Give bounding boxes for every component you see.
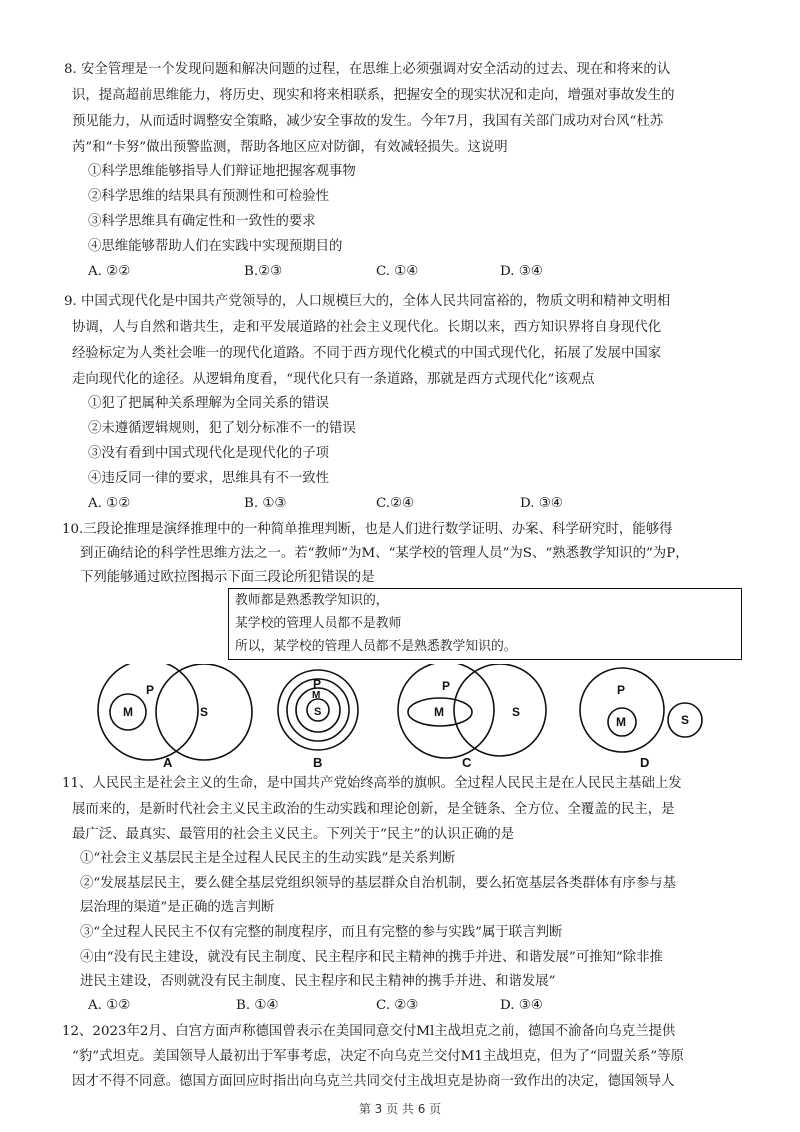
q8-option-3: ③科学思维具有确定性和一致性的要求 — [88, 214, 316, 229]
q8-option-4: ④思维能够帮助人们在实践中实现预期目的 — [88, 239, 343, 254]
q9-stem-line: 9. 中国式现代化是中国共产党领导的，人口规模巨大的，全体人民共同富裕的，物质文明和精神文明相 — [64, 294, 671, 309]
syllogism-major-premise: 教师都是熟悉教学知识的， — [235, 593, 389, 608]
diagram-d-caption: D — [640, 755, 650, 770]
q11-stem-line: 11、人民民主是社会主义的生命，是中国共产党始终高举的旗帜。全过程人民民主是在人民民主基础上发 — [62, 776, 682, 791]
diagram-d-circle-p — [580, 668, 664, 752]
diagram-b-label-m: M — [312, 690, 321, 701]
syllogism-conclusion: 所以，某学校的管理人员都不是熟悉教学知识的。 — [235, 639, 517, 654]
q9-choice-c: C.②④ — [376, 496, 415, 511]
q8-option-1: ①科学思维能够指导人们辩证地把握客观事物 — [88, 164, 356, 179]
diagram-a-label-m: M — [123, 705, 133, 719]
diagram-d-label-p: P — [617, 683, 626, 697]
q9-option-1: ①犯了把属种关系理解为全同关系的错误 — [88, 396, 330, 411]
q11-option-4: ④由“没有民主建设，就没有民主制度、民主程序和民主精神的携手并进、和谐发展”可推知“除非推 — [80, 950, 663, 965]
q8-option-2: ②科学思维的结果具有预测性和可检验性 — [88, 189, 330, 204]
euler-diagram-a — [98, 664, 252, 760]
q9-choice-d: D. ③④ — [520, 496, 563, 511]
q9-option-4: ④违反同一律的要求，思维具有不一致性 — [88, 471, 330, 486]
q11-choice-d: D. ③④ — [500, 998, 543, 1013]
q8-choice-d: D. ③④ — [500, 264, 543, 279]
euler-diagram-d — [580, 668, 702, 752]
q10-stem-line: 下列能够通过欧拉图揭示下面三段论所犯错误的是 — [80, 570, 375, 585]
q11-choice-b: B. ①④ — [236, 998, 279, 1013]
q11-choice-a: A. ①② — [88, 998, 131, 1013]
q11-option-3: ③“全过程人民民主不仅有完整的制度程序，而且有完整的参与实践”属于联言判断 — [80, 925, 563, 940]
q11-stem-line: 最广泛、最真实、最管用的社会主义民主。下列关于“民主”的认识正确的是 — [72, 827, 515, 842]
diagram-b-label-p: P — [313, 677, 322, 691]
q9-stem-line: 走向现代化的途径。从逻辑角度看，“现代化只有一条道路，那就是西方式现代化”该观点 — [72, 372, 595, 387]
page-footer: 第 3 页 共 6 页 — [358, 1102, 442, 1116]
q8-choice-b: B.②③ — [244, 264, 283, 279]
q11-option-2: ②“发展基层民主，要么健全基层党组织领导的基层群众自治机制，要么拓宽基层各类群体有序参与基 — [80, 876, 677, 891]
q8-choice-a: A. ②② — [88, 264, 131, 279]
q11-choice-c: C. ②③ — [376, 998, 419, 1013]
diagram-c-label-m: M — [434, 705, 444, 719]
q9-option-3: ③没有看到中国式现代化是现代化的子项 — [88, 446, 330, 461]
diagram-c-circle-s — [454, 664, 546, 756]
q12-stem-line: “豹”式坦克。美国领导人最初出于军事考虑，决定不向乌克兰交付M1主战坦克，但为了“同盟关系”等原 — [72, 1049, 685, 1064]
q9-choice-a: A. ①② — [88, 496, 131, 511]
q10-stem-line: 到正确结论的科学性思维方法之一。若“教师”为M、“某学校的管理人员”为S、“熟悉教学知识的”为P， — [80, 546, 689, 561]
q11-option-4-cont: 进民主建设，否则就没有民主制度、民主程序和民主精神的携手并进、和谐发展” — [80, 974, 556, 989]
q11-option-1: ①“社会主义基层民主是全过程人民民主的生动实践”是关系判断 — [80, 851, 456, 866]
diagram-b-label-s: S — [314, 706, 322, 718]
q8-stem-line: 8. 安全管理是一个发现问题和解决问题的过程，在思维上必须强调对安全活动的过去、现在和将来的认 — [64, 62, 671, 77]
q8-stem-line: 预见能力，从而适时调整安全策略，减少安全事故的发生。今年7月，我国有关部门成功对台风“杜苏 — [72, 114, 664, 129]
q9-stem-line: 协调，人与自然和谐共生，走和平发展道路的社会主义现代化。长期以来，西方知识界将自身现代化 — [72, 320, 662, 335]
diagram-b-caption: B — [313, 755, 323, 770]
syllogism-minor-premise: 某学校的管理人员都不是教师 — [235, 616, 402, 631]
diagram-a-label-p: P — [146, 683, 155, 697]
q12-stem-line: 12、2023年2月、白宫方面声称德国曾表示在美国同意交付Ml主战坦克之前，德国不渝备向乌克兰提供 — [62, 1024, 676, 1039]
q8-stem-line: 芮”和“卡努”做出预警监测，帮助各地区应对防御，有效减轻损失。这说明 — [72, 140, 508, 155]
diagram-c-label-p: P — [442, 679, 451, 693]
q12-stem-line: 因才不得不同意。德国方面回应时指出向乌克兰共同交付主战坦克是协商一致作出的决定，德国领导人 — [72, 1074, 675, 1089]
diagram-a-circle-p — [98, 664, 198, 760]
q8-choice-c: C. ①④ — [376, 264, 419, 279]
diagram-a-label-s: S — [200, 705, 209, 719]
euler-diagrams — [0, 664, 800, 770]
diagram-d-label-s: S — [681, 713, 690, 727]
q10-stem-line: 10.三段论推理是演绎推理中的一种简单推理判断，也是人们进行数学证明、办案、科学研究时，能够得 — [62, 522, 673, 537]
q9-stem-line: 经验标定为人类社会唯一的现代化道路。不同于西方现代化模式的中国式现代化，拓展了发展中国家 — [72, 346, 662, 361]
q8-stem-line: 识，提高超前思维能力，将历史、现实和将来相联系，把握安全的现实状况和走向，增强对事故发生的 — [72, 88, 675, 103]
diagram-d-label-m: M — [616, 715, 626, 729]
q11-option-2-cont: 层治理的渠道”是正确的选言判断 — [80, 900, 275, 915]
diagram-a-caption: A — [163, 755, 173, 770]
q9-option-2: ②未遵循逻辑规则，犯了划分标准不一的错误 — [88, 421, 356, 436]
syllogism-box — [228, 588, 742, 660]
diagram-c-caption: C — [462, 755, 472, 770]
diagram-c-label-s: S — [512, 705, 521, 719]
q11-stem-line: 展而来的，是新时代社会主义民主政治的生动实践和理论创新，是全链条、全方位、全覆盖的民主，是 — [72, 802, 675, 817]
euler-diagram-c — [398, 664, 546, 758]
q9-choice-b: B. ①③ — [244, 496, 287, 511]
